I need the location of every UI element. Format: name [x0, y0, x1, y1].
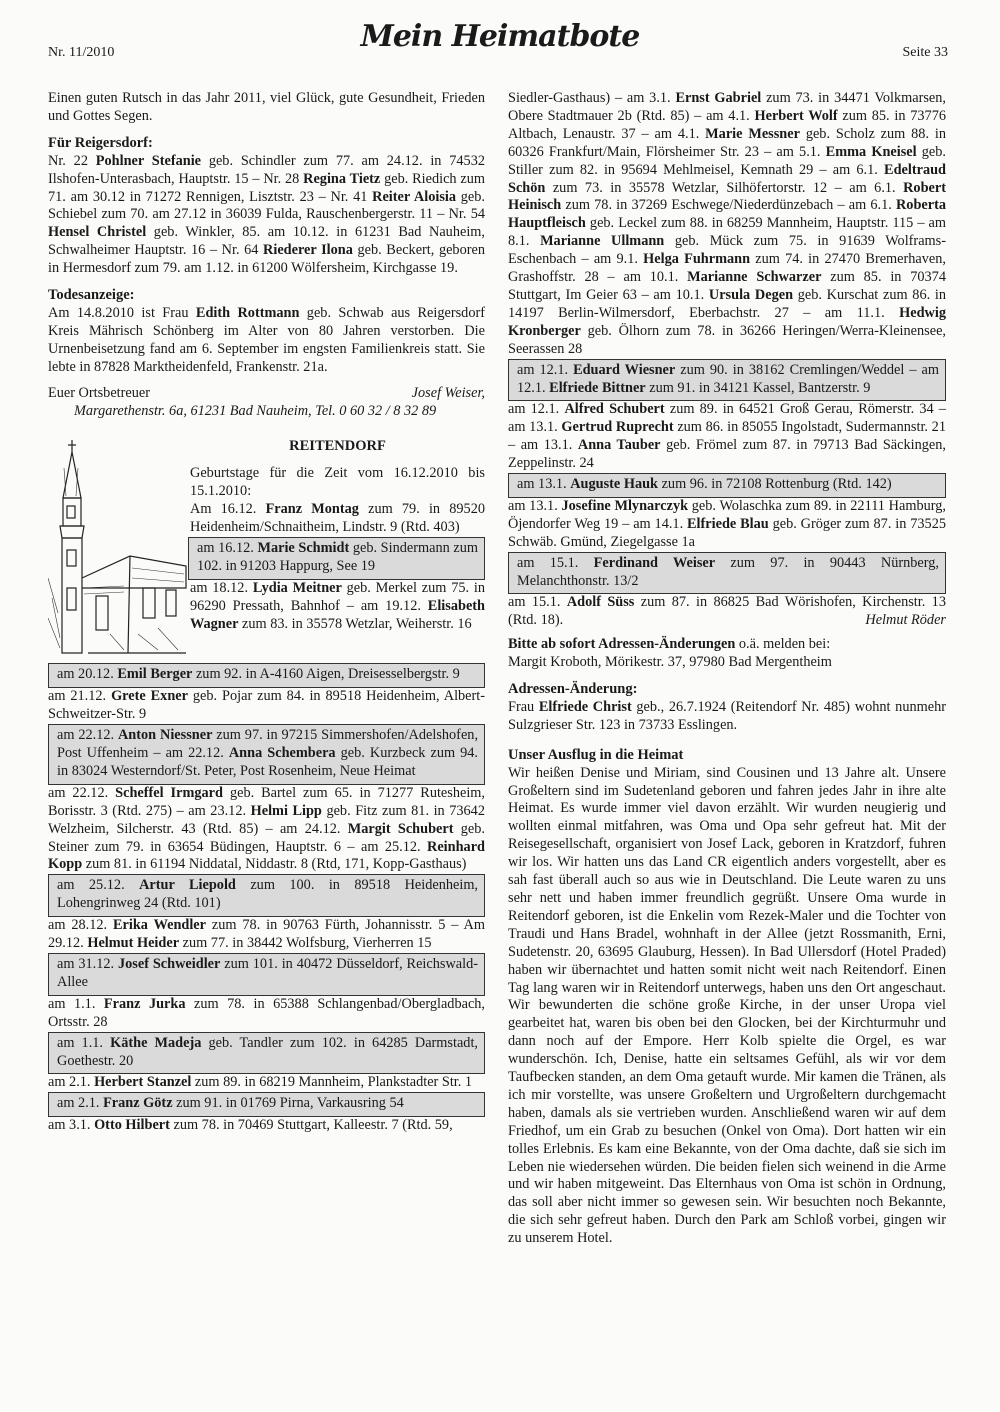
address-request: [508, 636, 946, 654]
person-name: Herbert Stanzel: [94, 1074, 192, 1091]
text-run: geb. Kurzbeck zum 94. in 83024 Westerndorf/St. Peter, Post Rosenheim, Neue Heimat: [57, 745, 478, 779]
text-run: zum 90. in 38162 Cremlingen/Weddel – am 12.1.: [517, 361, 939, 396]
text-run: Am 16.12.: [190, 501, 266, 518]
birthday-entry-highlighted: [48, 1032, 485, 1075]
birthday-entry-highlighted: [48, 1092, 485, 1117]
person-name: Artur Liepold: [139, 877, 236, 894]
birthday-entry: [508, 401, 946, 473]
text-run: zum 74. in 27470 Bremerhaven, Grashoffstr. 28 – am 10.1.: [508, 251, 946, 286]
reitendorf-birthdays-top: [188, 438, 485, 663]
text-run: geb. Fitz zum 81. in 73642 Welzheim, Silcherstr. 43 (Rtd. 85) – am 24.12.: [48, 802, 485, 837]
person-name: Regina Tietz: [303, 170, 381, 187]
birthday-entry: [48, 996, 485, 1032]
text-run: Frau: [508, 698, 539, 715]
person-name: Marianne Ullmann: [540, 233, 665, 250]
issue-number: Nr. 11/2010: [48, 45, 115, 60]
person-name: Adolf Süss: [566, 594, 635, 611]
text-run: am 12.1.: [508, 401, 565, 418]
entries-author: Helmut Röder: [865, 612, 946, 629]
text-run: zum 89. in 64521 Groß Gerau, Römerstr. 34 – am 13.1.: [508, 401, 946, 436]
ausflug-heading: Unser Ausflug in die Heimat: [508, 746, 684, 763]
reitendorf-section: [48, 438, 485, 663]
masthead-title: Mein Heimatbote: [360, 19, 640, 54]
birthday-entry-highlighted: [508, 473, 946, 498]
person-name: Edith Rottmann: [195, 304, 300, 321]
text-run: zum 78. in 65388 Schlangenbad/Obergladbach, Ortsstr. 28: [48, 995, 486, 1030]
text-run: geb. Scholz zum 88. in 60326 Frankfurt/Main, Flörsheimer Str. 23 – am 5.1.: [508, 125, 946, 160]
text-run: zum 79. in 89520 Heidenheim/Schnaitheim, Lindstr. 9 (Rtd. 403): [190, 501, 485, 536]
birthday-entry: [48, 688, 485, 724]
birthday-entry: [48, 1117, 485, 1135]
person-name: Anton Niessner: [117, 727, 213, 744]
person-name: Anna Schembera: [228, 745, 336, 762]
text-run: zum 87. in 86825 Bad Wörishofen, Kirchenstr. 13 (Rtd. 18).: [508, 594, 946, 629]
person-name: Elfriede Bittner: [549, 379, 646, 396]
text-run: zum 78. in 37269 Eschwege/Niederdünzebach – am 6.1.: [561, 197, 896, 214]
text-run: Siedler-Gasthaus) – am 3.1.: [508, 90, 676, 106]
birthday-entry-highlighted: [508, 359, 946, 402]
birthday-entry: [190, 501, 485, 537]
person-name: Lydia Meitner: [252, 579, 342, 596]
church-illustration: [48, 438, 188, 663]
text-run: geb. Sindermann zum 102. in 91203 Happurg, See 19: [197, 539, 478, 574]
text-run: geb. Winkler, 85. am 10.12. in 61231 Bad Nauheim, Schwalheimer Hauptstr. 16 – Nr. 64: [48, 224, 485, 259]
birthday-entry-highlighted: [508, 552, 946, 595]
text-run: am 15.1.: [517, 554, 594, 571]
text-run: geb. Kurschat zum 86. in 14197 Berlin-Wilmersdorf, Eberbachstr. 27 – am 11.1.: [508, 286, 946, 321]
person-name: Eduard Wiesner: [573, 361, 676, 378]
text-run: am 13.1.: [517, 476, 571, 493]
text-run: am 18.12.: [190, 579, 253, 596]
text-run: am 3.1.: [48, 1117, 95, 1134]
todesanzeige-heading: Todesanzeige:: [48, 287, 135, 304]
reitendorf-title: REITENDORF: [289, 438, 386, 455]
text-run: geb. Leckel zum 88. in 68259 Mannheim, Hauptstr. 115 – am 8.1.: [508, 215, 946, 250]
text-run: am 22.12.: [57, 727, 118, 744]
intro-text: Einen guten Rutsch in das Jahr 2011, viel Glück, gute Gesundheit, Frieden und Gottes Segen.: [48, 90, 485, 124]
text-run: geb. Merkel zum 75. in 96290 Pressath, Bahnhof – am 19.12.: [190, 579, 486, 614]
text-run: am 22.12.: [48, 784, 116, 801]
person-name: Anna Tauber: [577, 437, 661, 454]
person-name: Josefine Mlynarczyk: [561, 497, 689, 514]
text-run: zum 86. in 85055 Ingolstadt, Sudermannstr. 21 – am 13.1.: [508, 419, 946, 454]
text-run: zum 89. in 68219 Mannheim, Plankstadter Str. 1: [191, 1074, 473, 1091]
reitendorf-entries-right: [508, 90, 946, 630]
text-run: am 31.12.: [57, 956, 118, 972]
birthday-entry: [190, 580, 485, 634]
text-run: am 12.1.: [517, 361, 574, 378]
address-change-heading: Adressen-Änderung:: [508, 681, 638, 697]
text-run: zum 81. in 61194 Niddatal, Niddastr. 8 (Rtd, 171, Kopp-Gasthaus): [82, 856, 467, 873]
text-run: geb., 26.7.1924 (Reitendorf Nr. 485) wohnt nunmehr Sulzgrieser Str. 123 in 73733 Esslingen.: [508, 698, 946, 733]
text-run: zum 73. in 35578 Wetzlar, Silhöfertorstr. 12 – am 6.1.: [545, 179, 904, 196]
person-name: Elfriede Blau: [687, 515, 769, 532]
person-name: Helga Fuhrmann: [643, 251, 751, 268]
text-run: geb. Stiller zum 82. in 95694 Mehlmeisel, Kemnath 29 – am 6.1.: [508, 143, 946, 178]
text-run: Nr. 22: [48, 152, 96, 169]
person-name: Pohlner Stefanie: [95, 152, 202, 169]
ortsbetreuer-address: Margarethenstr. 6a, 61231 Bad Nauheim, Tel. 0 60 32 / 8 32 89: [74, 402, 437, 419]
text-run: Am 14.8.2010 ist Frau: [48, 304, 196, 321]
ortsbetreuer-line: [48, 385, 485, 403]
text-run: zum 78. in 70469 Stuttgart, Kalleestr. 7 (Rtd. 59,: [169, 1117, 453, 1134]
person-name: Josef Schweidler: [118, 956, 221, 972]
person-name: Marianne Schwarzer: [687, 269, 822, 286]
text-run: geb. Schindler zum 77. am 24.12. in 74532 Ilshofen-Unterasbach, Hauptstr. 15 – Nr. 28: [48, 152, 485, 187]
person-name: Elisabeth Wagner: [190, 597, 485, 632]
person-name: Erika Wendler: [113, 917, 207, 934]
text-run: geb. Beckert, geboren in Hermesdorf zum 79. am 1.12. in 61200 Wölfersheim, Kirchgasse 19.: [48, 242, 485, 277]
text-run: am 15.1.: [508, 594, 567, 611]
text-run: zum 92. in A-4160 Aigen, Dreisesselbergstr. 9: [192, 666, 460, 683]
todesanzeige-text: [48, 305, 485, 377]
text-run: zum 96. in 72108 Rottenburg (Rtd. 142): [658, 476, 892, 493]
person-name: Roberta Hauptfleisch: [508, 197, 946, 232]
text-run: am 13.1.: [508, 497, 562, 514]
person-name: Grete Exner: [111, 688, 188, 705]
birthday-entry: [48, 1074, 485, 1092]
person-name: Franz Götz: [103, 1095, 173, 1112]
person-name: Alfred Schubert: [564, 401, 665, 418]
text-run: zum 100. in 89518 Heidenheim, Lohengrinweg 24 (Rtd. 101): [57, 877, 479, 912]
text-run: geb. Schiebel zum 70. am 27.12 in 36039 Fulda, Rauschenbergerstr. 11 – Nr. 54: [48, 188, 485, 223]
person-name: Franz Montag: [265, 501, 359, 518]
text-run: zum 85. in 70374 Stuttgart, Im Geier 63 – am 10.1.: [508, 269, 946, 303]
person-name: Franz Jurka: [103, 995, 186, 1012]
person-name: Emma Kneisel: [825, 143, 917, 160]
birthday-entry-highlighted: [48, 953, 485, 996]
reigersdorf-heading: Für Reigersdorf:: [48, 134, 153, 151]
birthday-entry: [48, 785, 485, 875]
text-run: am 25.12.: [57, 877, 140, 894]
person-name: Ursula Degen: [708, 286, 794, 303]
text-run: am 21.12.: [48, 688, 112, 705]
text-run: geb. Frömel zum 87. in 79713 Bad Säckingen, Zeppelinstr. 24: [508, 437, 946, 472]
person-name: Riederer Ilona: [263, 242, 353, 259]
text-run: am 1.1.: [57, 1034, 111, 1051]
ausflug-text: Wir heißen Denise und Miriam, sind Cousinen und 13 Jahre alt. Unsere Großeltern sind im Sudetenland geboren und fahren jedes Jahr in ihre alte Heimat. Es wurde immer viel davon erzählt. Wir wurden neugierig und wollten einmal mitfahren, was Oma und Opa sehr gefreut hat. Mit der Reisegesellschaft, organisiert von Josef Lack, geboren in Kratzdorf, fuhren wir los. Wir hatten uns das Land CR eigentlich anders vorgestellt, aber es sah fast überall auch so aus wie in Deutschland. Die Leute waren zu uns sehr nett und haben immer freundlich gegrüßt. Unsere Oma wurde in Reitendorf geboren, ist die Enkelin vom Rezek-Maler und die Tochter von Traudi und Hans Bradel, wohnhaft in der Allee (jetzt Rossmanith, Erni, Sudetenstr. 20, 63695 Glauburg, Hessen). In Bad Ullersdorf (Hotel Praded) haben wir übernachtet und hatten somit nicht weit nach Reitendorf. Einen Tag lang waren wir in Reitendorf unterwegs, haben uns den Ort angeschaut. Wir bewunderten die schöne große Kirche, in der unser Uropa viel gearbeitet hat, waren bis oben bei den Glocken, bei der Kirchturmuhr und dann noch auf der Empore. Herr Kolb spielte die Orgel, es war wunderschön. Ich, Denise, hatte ein seltsames Gefühl, als wir vor dem Taufbecken standen, an dem Oma getauft wurde. Mir kamen die Tränen, als ich mir vorstellte, was unsere Großeltern und Urgroßeltern durchgemacht haben, damals als sie vertrieben wurden. Anschließend waren wir auf dem Friedhof, um ein Grab zu besuchen (Onkel von Oma). Dort hatten wir ein tolles Erlebnis. Es kam eine Bekannte, von der Oma dachte, daß sie sich im Leben nie wiedersehen würden. Die beiden fielen sich weinend in die Arme und wir haben mitgeweint. Das Elternhaus von Oma ist schön in Ordnung, das soll aber nicht immer so gewesen sein. Wir besuchten noch Bekannte, die sich sehr gefreut haben. Durch den Park am Schloß vorbei, gingen wir zu unserem Hotel.: [508, 764, 946, 1247]
person-name: Herbert Wolf: [754, 107, 838, 124]
reitendorf-entries-top: [190, 501, 485, 633]
text-run: am 2.1.: [48, 1074, 95, 1091]
text-run: geb. Mück zum 75. in 91639 Wolframs-Eschenbach – am 9.1.: [508, 233, 946, 268]
text-run: am 1.1.: [48, 995, 104, 1012]
birthday-entry: [48, 917, 485, 953]
person-name: Auguste Hauk: [570, 476, 659, 493]
person-name: Margit Schubert: [347, 820, 454, 837]
reitendorf-intro: Geburtstage für die Zeit vom 16.12.2010 bis 15.1.2010:: [190, 465, 485, 500]
text-run: geb. Steiner zum 79. in 63654 Büdingen, Hauptstr. 6 – am 25.12.: [48, 820, 486, 855]
text-run: geb. Pojar zum 84. in 89518 Heidenheim, Albert-Schweitzer-Str. 9: [48, 688, 486, 723]
text-run: o.ä. melden bei:: [735, 636, 831, 653]
birthday-entry-highlighted: [48, 663, 485, 688]
person-name: Elfriede Christ: [538, 698, 632, 715]
text-run: am 20.12.: [57, 666, 118, 683]
text-run: zum 91. in 01769 Pirna, Varkausring 54: [172, 1095, 404, 1112]
reigersdorf-birthdays: [48, 153, 485, 278]
birthday-entry-highlighted: [48, 874, 485, 917]
text-run: zum 77. in 38442 Wolfsburg, Vierherren 15: [179, 935, 432, 952]
person-name: Marie Schmidt: [257, 539, 350, 556]
address-request-contact: Margit Kroboth, Mörikestr. 37, 97980 Bad Mergentheim: [508, 654, 832, 671]
person-name: Emil Berger: [117, 666, 193, 683]
text-run: geb. Ölhorn zum 78. in 36266 Heringen/Werra-Kleinensee, Seerassen 28: [508, 322, 946, 357]
person-name: Helmi Lipp: [250, 802, 322, 819]
person-name: Reiter Aloisia: [372, 188, 457, 205]
text-run: am 2.1.: [57, 1095, 104, 1112]
text-run: zum 101. in 40472 Düsseldorf, Reichswald-Allee: [57, 956, 479, 990]
text-run: zum 85. in 73776 Altbach, Lenaustr. 37 – am 4.1.: [508, 107, 946, 142]
ortsbetreuer-label: Euer Ortsbetreuer: [48, 384, 151, 401]
person-name: Ferdinand Weiser: [593, 554, 716, 571]
text-run: geb. Tandler zum 102. in 64285 Darmstadt, Goethestr. 20: [57, 1034, 479, 1069]
person-name: Bitte ab sofort Adressen-Änderungen: [508, 636, 736, 653]
person-name: Ernst Gabriel: [675, 90, 762, 106]
text-run: geb. Bartel zum 65. in 71277 Rutesheim, Borisstr. 3 (Rtd. 275) – am 23.12.: [48, 784, 486, 819]
text-run: am 28.12.: [48, 917, 113, 934]
person-name: Helmut Heider: [87, 935, 180, 952]
person-name: Käthe Madeja: [110, 1034, 202, 1051]
left-column: [48, 90, 485, 1135]
text-run: zum 97. in 90443 Nürnberg, Melanchthonstr. 13/2: [517, 554, 939, 589]
ortsbetreuer-name: Josef Weiser,: [411, 384, 485, 401]
person-name: Gertrud Ruprecht: [561, 419, 674, 436]
text-run: geb. Riedich zum 71. am 30.12 in 71272 Rennigen, Lisztstr. 23 – Nr. 41: [48, 170, 486, 205]
person-name: Scheffel Irmgard: [115, 784, 223, 801]
text-run: zum 73. in 34471 Volkmarsen, Obere Stadtmauer 2b (Rtd. 85) – am 4.1.: [508, 90, 946, 124]
birthday-entry-highlighted: [48, 724, 485, 785]
person-name: Hensel Christel: [48, 224, 147, 241]
text-run: am 16.12.: [197, 539, 258, 556]
birthday-entry-highlighted: [188, 537, 485, 580]
text-run: geb. Wolaschka zum 89. in 22111 Hamburg, Öjendorfer Weg 19 – am 14.1.: [508, 497, 946, 532]
person-name: Otto Hilbert: [94, 1117, 170, 1134]
address-change-text: [508, 699, 946, 735]
text-run: geb. Gröger zum 87. in 73525 Schwäb. Gmünd, Ziegelgasse 1a: [508, 515, 946, 550]
birthday-entry: [508, 90, 946, 359]
text-run: zum 83. in 35578 Wetzlar, Weiherstr. 16: [238, 615, 472, 632]
person-name: Hedwig Kronberger: [508, 304, 946, 339]
right-column: [508, 90, 946, 1248]
text-run: geb. Schwab aus Reigersdorf Kreis Mährisch Schönberg im Alter von 80 Jahren verstorben. Die Urnenbeisetzung fand am 6. September im engsten Familienkreis statt. Sie lebte in 87828 Marktheidenfeld, Frankenstr. 21a.: [48, 304, 485, 375]
page-number: Seite 33: [902, 45, 948, 60]
text-run: zum 91. in 34121 Kassel, Bantzerstr. 9: [645, 379, 871, 396]
birthday-entry: [508, 498, 946, 552]
person-name: Reinhard Kopp: [48, 838, 485, 873]
text-run: zum 78. in 90763 Fürth, Johannisstr. 5 – Am 29.12.: [48, 917, 485, 952]
person-name: Edeltraud Schön: [508, 161, 946, 196]
person-name: Robert Heinisch: [508, 179, 946, 214]
text-run: zum 97. in 97215 Simmershofen/Adelshofen, Post Uffenheim – am 22.12.: [57, 727, 479, 762]
reitendorf-entries-left: [48, 663, 485, 1135]
person-name: Marie Messner: [705, 125, 800, 142]
